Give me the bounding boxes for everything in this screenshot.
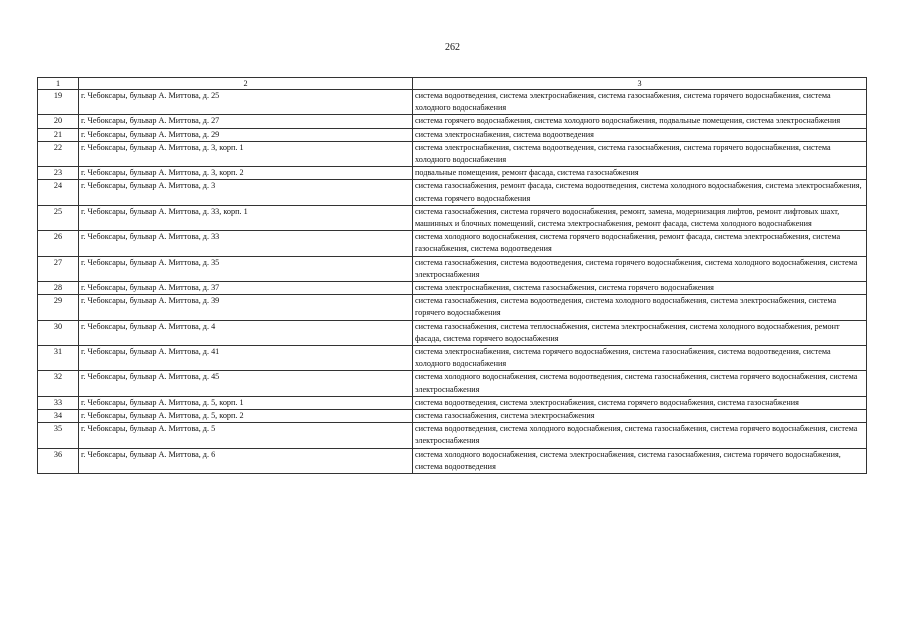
row-number-cell: 23: [38, 167, 79, 180]
row-number-cell: 33: [38, 396, 79, 409]
table-row: [38, 423, 867, 448]
table-row: [38, 167, 867, 180]
row-number-cell: 27: [38, 256, 79, 281]
table-row: [38, 180, 867, 205]
table-row: [38, 282, 867, 295]
page-number: 262: [445, 42, 460, 53]
row-number-cell: 31: [38, 346, 79, 371]
works-cell: система газоснабжения, система водоотведения, система холодного водоснабжения, система электроснабжения, система горячего водоснабжения: [413, 295, 867, 320]
works-cell: система холодного водоснабжения, система электроснабжения, система газоснабжения, система горячего водоснабжения, система водоотведения: [413, 448, 867, 473]
column-header-works: 3: [413, 78, 867, 90]
works-cell: система газоснабжения, система горячего водоснабжения, ремонт, замена, модернизация лифтов, ремонт лифтовых шахт, машинных и блочных помещений, система электроснабжения, ремонт фасада, система холодного водоснабжения: [413, 205, 867, 230]
works-cell: система газоснабжения, система электроснабжения: [413, 410, 867, 423]
address-cell: г. Чебоксары, бульвар А. Миттова, д. 41: [79, 346, 413, 371]
address-cell: г. Чебоксары, бульвар А. Миттова, д. 25: [79, 90, 413, 115]
column-header-number: 1: [38, 78, 79, 90]
address-cell: г. Чебоксары, бульвар А. Миттова, д. 3, корп. 2: [79, 167, 413, 180]
table-row: [38, 320, 867, 345]
works-cell: подвальные помещения, ремонт фасада, система газоснабжения: [413, 167, 867, 180]
row-number-cell: 19: [38, 90, 79, 115]
works-cell: система газоснабжения, система теплоснабжения, система электроснабжения, система холодного водоснабжения, ремонт фасада, система горячего водоснабжения: [413, 320, 867, 345]
address-cell: г. Чебоксары, бульвар А. Миттова, д. 33, корп. 1: [79, 205, 413, 230]
address-cell: г. Чебоксары, бульвар А. Миттова, д. 35: [79, 256, 413, 281]
works-cell: система электроснабжения, система водоотведения: [413, 128, 867, 141]
table-row: [38, 115, 867, 128]
address-cell: г. Чебоксары, бульвар А. Миттова, д. 5: [79, 423, 413, 448]
table-row: [38, 128, 867, 141]
works-cell: система электроснабжения, система водоотведения, система газоснабжения, система горячего водоснабжения, система холодного водоснабжения: [413, 141, 867, 166]
address-cell: г. Чебоксары, бульвар А. Миттова, д. 6: [79, 448, 413, 473]
address-cell: г. Чебоксары, бульвар А. Миттова, д. 29: [79, 128, 413, 141]
address-cell: г. Чебоксары, бульвар А. Миттова, д. 33: [79, 231, 413, 256]
row-number-cell: 22: [38, 141, 79, 166]
table-row: [38, 410, 867, 423]
table-row: [38, 295, 867, 320]
address-cell: г. Чебоксары, бульвар А. Миттова, д. 27: [79, 115, 413, 128]
works-cell: система холодного водоснабжения, система горячего водоснабжения, ремонт фасада, система электроснабжения, система газоснабжения, система водоотведения: [413, 231, 867, 256]
works-cell: система электроснабжения, система газоснабжения, система горячего водоснабжения: [413, 282, 867, 295]
table-row: [38, 346, 867, 371]
address-cell: г. Чебоксары, бульвар А. Миттова, д. 4: [79, 320, 413, 345]
table-row: [38, 141, 867, 166]
row-number-cell: 30: [38, 320, 79, 345]
works-cell: система водоотведения, система холодного водоснабжения, система газоснабжения, система горячего водоснабжения, система электроснабжения: [413, 423, 867, 448]
table-row: [38, 371, 867, 396]
works-cell: система электроснабжения, система горячего водоснабжения, система газоснабжения, система водоотведения, система холодного водоснабжения: [413, 346, 867, 371]
address-cell: г. Чебоксары, бульвар А. Миттова, д. 37: [79, 282, 413, 295]
row-number-cell: 32: [38, 371, 79, 396]
table-row: [38, 256, 867, 281]
row-number-cell: 35: [38, 423, 79, 448]
works-cell: система газоснабжения, ремонт фасада, система водоотведения, система холодного водоснабжения, система электроснабжения, система горячего водоснабжения: [413, 180, 867, 205]
works-cell: система водоотведения, система электроснабжения, система горячего водоснабжения, система газоснабжения: [413, 396, 867, 409]
address-cell: г. Чебоксары, бульвар А. Миттова, д. 39: [79, 295, 413, 320]
row-number-cell: 21: [38, 128, 79, 141]
registry-table: [37, 77, 867, 474]
works-cell: система водоотведения, система электроснабжения, система газоснабжения, система горячего водоснабжения, система холодного водоснабжения: [413, 90, 867, 115]
address-cell: г. Чебоксары, бульвар А. Миттова, д. 5, корп. 1: [79, 396, 413, 409]
row-number-cell: 28: [38, 282, 79, 295]
table-row: [38, 448, 867, 473]
address-cell: г. Чебоксары, бульвар А. Миттова, д. 5, корп. 2: [79, 410, 413, 423]
table-row: [38, 205, 867, 230]
row-number-cell: 25: [38, 205, 79, 230]
column-header-address: 2: [79, 78, 413, 90]
works-cell: система горячего водоснабжения, система холодного водоснабжения, подвальные помещения, система электроснабжения: [413, 115, 867, 128]
address-cell: г. Чебоксары, бульвар А. Миттова, д. 45: [79, 371, 413, 396]
row-number-cell: 29: [38, 295, 79, 320]
table-header-row: [38, 78, 867, 90]
row-number-cell: 36: [38, 448, 79, 473]
table-row: [38, 231, 867, 256]
works-cell: система холодного водоснабжения, система водоотведения, система газоснабжения, система горячего водоснабжения, система электроснабжения: [413, 371, 867, 396]
row-number-cell: 24: [38, 180, 79, 205]
address-cell: г. Чебоксары, бульвар А. Миттова, д. 3, корп. 1: [79, 141, 413, 166]
address-cell: г. Чебоксары, бульвар А. Миттова, д. 3: [79, 180, 413, 205]
table-row: [38, 396, 867, 409]
works-cell: система газоснабжения, система водоотведения, система горячего водоснабжения, система холодного водоснабжения, система электроснабжения: [413, 256, 867, 281]
row-number-cell: 34: [38, 410, 79, 423]
table-row: [38, 90, 867, 115]
row-number-cell: 26: [38, 231, 79, 256]
row-number-cell: 20: [38, 115, 79, 128]
